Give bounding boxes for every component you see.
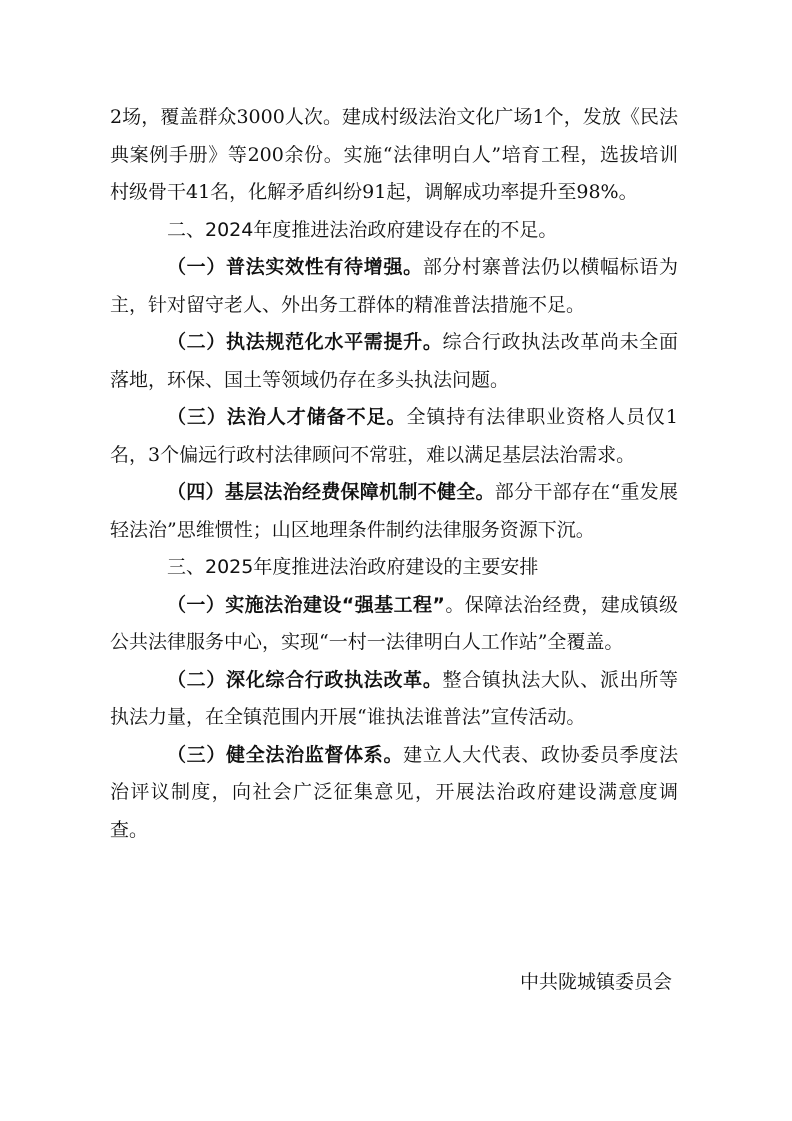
section2-item-4 xyxy=(110,474,678,549)
section2-item-2-lead: （二）执法规范化水平需提升。 xyxy=(167,331,443,353)
section2-heading: 二、2024年度推进法治政府建设存在的不足。 xyxy=(167,218,558,241)
section2-item-1-text: 部分村寨普法仍以横幅标语为主，针对留守老人、外出务工群体的精准普法措施不足。 xyxy=(110,256,678,316)
section3-item-1 xyxy=(110,587,678,662)
section2-item-2-text: 综合行政执法改革尚未全面落地，环保、国土等领域仍存在多头执法问题。 xyxy=(110,331,678,391)
section3-item-1-lead: （一）实施法治建设“强基工程” xyxy=(167,593,445,616)
section3-item-2-lead: （二）深化综合行政执法改革。 xyxy=(167,668,443,691)
section2-item-3 xyxy=(110,399,678,474)
section2-item-4-text: 部分干部存在“重发展轻法治”思维惯性；山区地理条件制约法律服务资源下沉。 xyxy=(110,481,678,541)
section3-item-1-text: 。保障法治经费，建成镇级公共法律服务中心，实现“一村一法律明白人工作站”全覆盖。 xyxy=(110,593,678,653)
section2-item-3-text: 全镇持有法律职业资格人员仅1名，3个偏远行政村法律顾问不常驻，难以满足基层法治需求。 xyxy=(110,406,678,466)
section2-item-1 xyxy=(110,249,678,324)
section2-item-1-lead: （一）普法实效性有待增强。 xyxy=(167,256,423,278)
section3-heading: 三、2025年度推进法治政府建设的主要安排 xyxy=(167,556,539,578)
section3-item-2 xyxy=(110,662,678,737)
section2-item-4-lead: （四）基层法治经费保障机制不健全。 xyxy=(167,481,495,503)
section3-item-3 xyxy=(110,737,678,850)
section2-item-2 xyxy=(110,324,678,399)
document-body xyxy=(110,99,678,849)
section3-item-2-text: 整合镇执法大队、派出所等执法力量，在全镇范围内开展“谁执法谁普法”宣传活动。 xyxy=(110,668,678,728)
section2-item-3-lead: （三）法治人才储备不足。 xyxy=(167,406,407,428)
section3-item-3-text: 建立人大代表、政协委员季度法治评议制度，向社会广泛征集意见，开展法治政府建设满意度调查。 xyxy=(110,743,678,841)
section3-item-3-lead: （三）健全法治监督体系。 xyxy=(167,743,404,766)
intro-paragraph: 2场，覆盖群众3000人次。建成村级法治文化广场1个，发放《民法典案例手册》等200余份。实施“法律明白人”培育工程，选拔培训村级骨干41名，化解矛盾纠纷91起，调解成功率提升至98%。 xyxy=(110,106,678,203)
signature: 中共陇城镇委员会 xyxy=(519,971,672,993)
